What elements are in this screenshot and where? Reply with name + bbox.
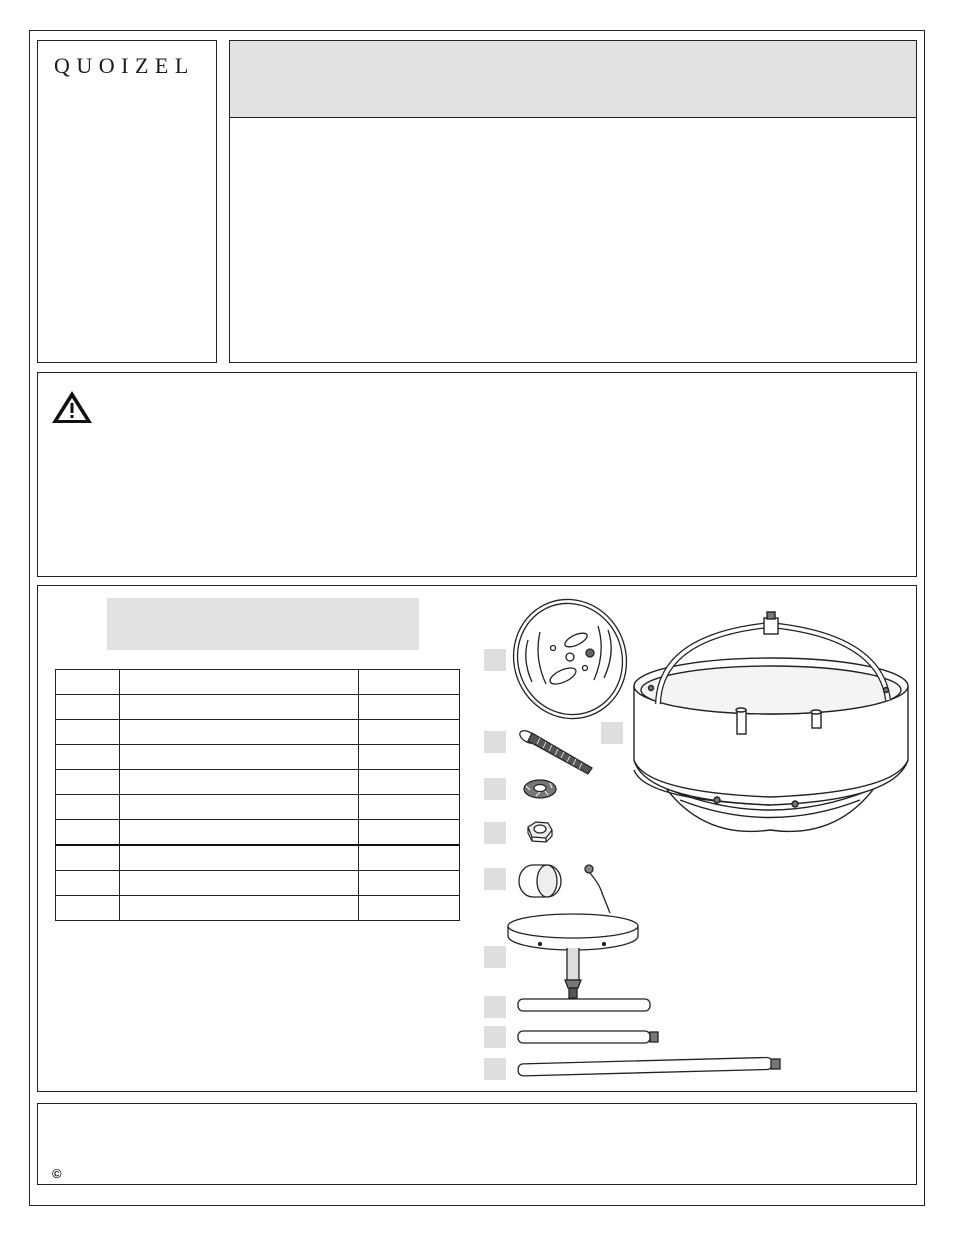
part-label-square	[484, 731, 506, 753]
mounting-screw-drawing	[518, 728, 592, 774]
canopy-drawing	[508, 914, 638, 998]
part-label-square	[484, 778, 506, 800]
part-label-square	[484, 996, 506, 1018]
part-label-square	[484, 946, 506, 968]
part-label-square	[484, 1058, 506, 1080]
part-label-square	[484, 822, 506, 844]
copyright-symbol: ©	[52, 1166, 62, 1181]
part-label-square	[484, 868, 506, 890]
ground-wire-drawing	[585, 865, 610, 913]
part-label-square	[484, 649, 506, 671]
rods-drawing	[518, 999, 780, 1076]
mounting-plate-drawing	[497, 583, 643, 734]
lock-washer-drawing	[524, 780, 556, 798]
cap-drawing	[519, 865, 561, 897]
footer-panel	[37, 1103, 917, 1185]
part-label-square	[601, 722, 623, 744]
brand-logo: QUOIZEL	[54, 53, 195, 78]
part-label-square	[484, 1026, 506, 1048]
drum-fixture-drawing	[634, 612, 908, 831]
hex-nut-drawing	[528, 822, 552, 842]
